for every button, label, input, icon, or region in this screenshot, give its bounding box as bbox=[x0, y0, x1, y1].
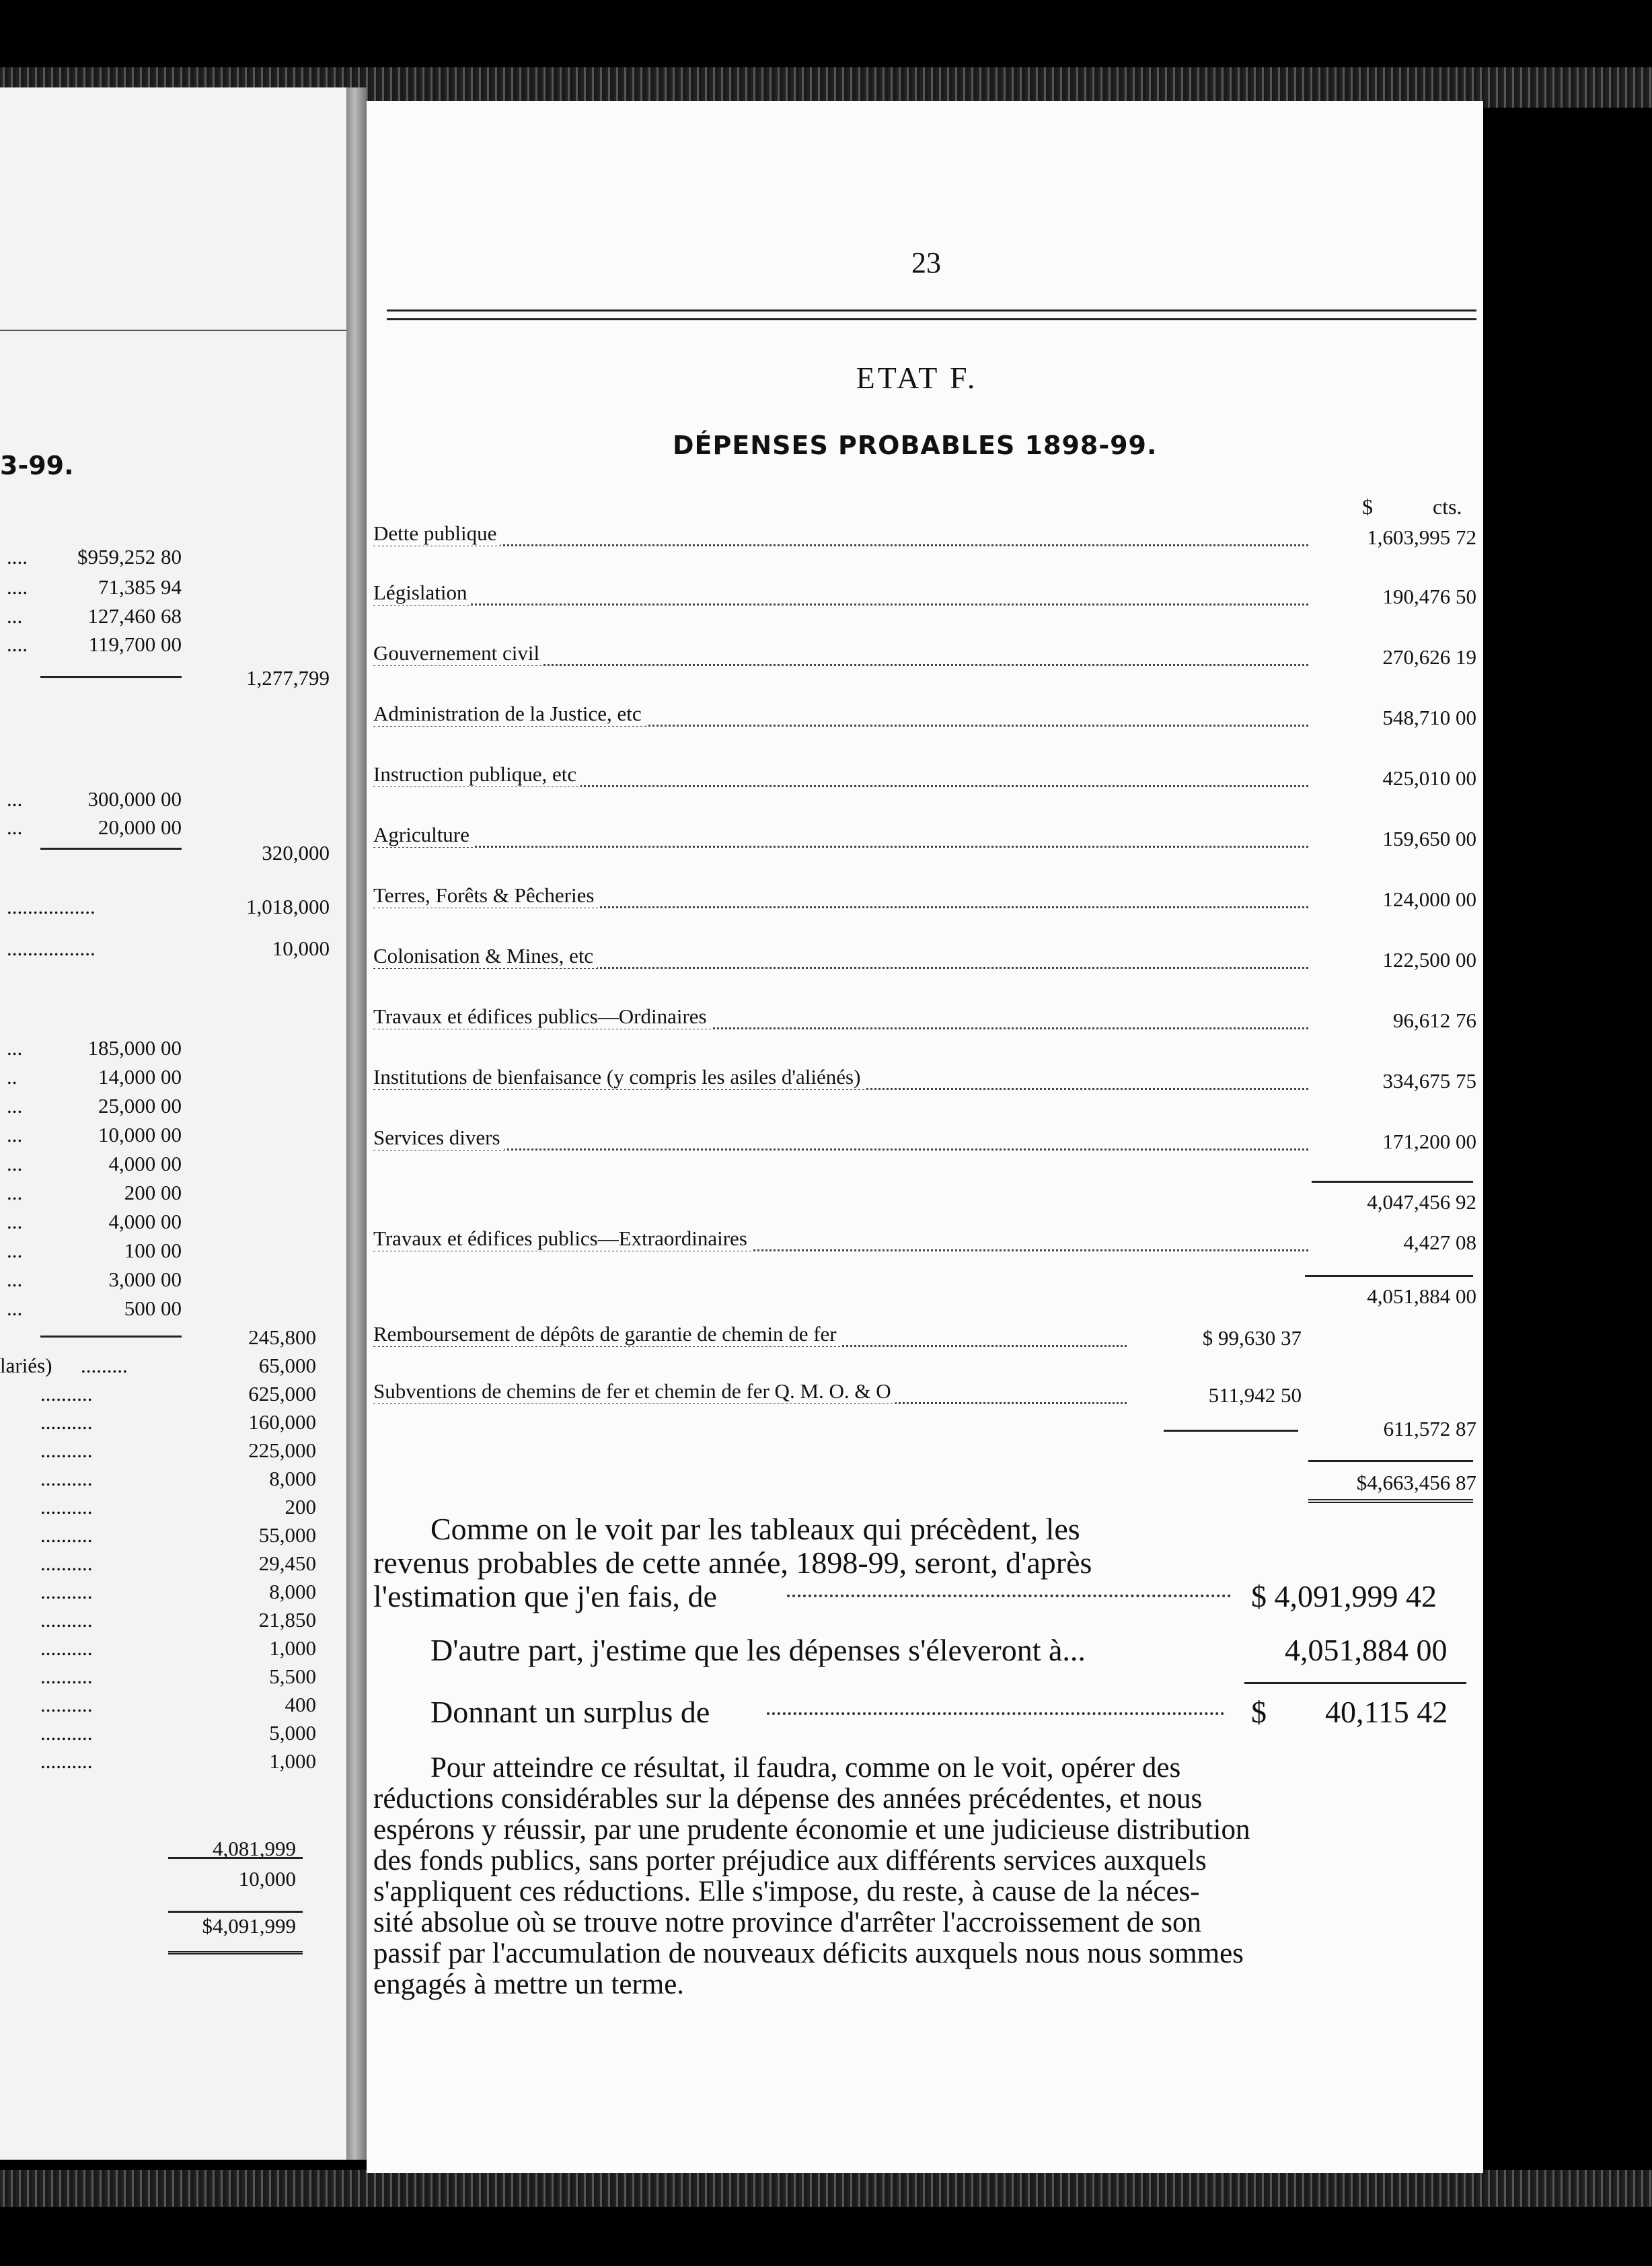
subtotal2-row bbox=[373, 1280, 1476, 1314]
summary-dots-2 bbox=[767, 1712, 1224, 1715]
expense-row: Agriculture 159,650 00 bbox=[373, 823, 1476, 850]
subventions-row: Subventions de chemins de fer et chemin de fer Q. M. O. & O 511,942 50 bbox=[373, 1379, 1302, 1407]
subtotal1: 4,047,456 92 bbox=[1367, 1190, 1476, 1214]
left-total2: 320,000 bbox=[262, 841, 330, 865]
left-single1: 1,018,000 bbox=[246, 895, 330, 918]
summary-surplus-dollar: $ bbox=[1251, 1695, 1267, 1729]
left-rule-5 bbox=[168, 1911, 303, 1913]
expense-row: Législation 190,476 50 bbox=[373, 581, 1476, 608]
expense-row: Administration de la Justice, etc 548,710 00 bbox=[373, 702, 1476, 729]
left-single2: 10,000 bbox=[272, 937, 330, 960]
summary-revenue: $ 4,091,999 42 bbox=[1251, 1579, 1437, 1613]
left-total5: $4,091,999 bbox=[202, 1914, 296, 1938]
scan-border-bottom bbox=[0, 2170, 1652, 2207]
expense-row: Dette publique 1,603,995 72 bbox=[373, 521, 1476, 549]
summary-line2: revenus probables de cette année, 1898-99, seront, d'après bbox=[373, 1545, 1092, 1580]
grand-total-row bbox=[373, 1467, 1476, 1500]
closing-line: engagés à mettre un terme. bbox=[373, 1969, 685, 2000]
closing-line: espérons y réussir, par une prudente économie et une judicieuse distribution bbox=[373, 1814, 1250, 1845]
rule-total bbox=[1308, 1460, 1473, 1462]
closing-line: s'appliquent ces réductions. Elle s'impose, du reste, à cause de la néces- bbox=[373, 1876, 1200, 1907]
page-binding bbox=[346, 87, 367, 2160]
statement-heading: ETAT F. bbox=[856, 361, 978, 395]
subtotal1-row bbox=[373, 1186, 1476, 1220]
closing-line: des fonds publics, sans porter préjudice aux différents services auxquels bbox=[373, 1845, 1207, 1876]
summary-surplus: 40,115 42 bbox=[1325, 1695, 1448, 1729]
expense-row: Services divers 171,200 00 bbox=[373, 1126, 1476, 1153]
closing-line: réductions considérables sur la dépense des années précédentes, et nous bbox=[373, 1783, 1203, 1815]
closing-line: sité absolue où se trouve notre province d'arrêter l'accroissement de son bbox=[373, 1907, 1202, 1938]
left-rule-6 bbox=[168, 1951, 303, 1954]
left-title: 3-99. bbox=[0, 451, 74, 480]
expense-row: Terres, Forêts & Pêcheries 124,000 00 bbox=[373, 883, 1476, 911]
subtotal3-row bbox=[373, 1413, 1476, 1447]
expense-row: Colonisation & Mines, etc 122,500 00 bbox=[373, 944, 1476, 972]
expense-row: Instruction publique, etc 425,010 00 bbox=[373, 762, 1476, 790]
left-rule bbox=[0, 330, 346, 331]
summary-expense: 4,051,884 00 bbox=[1285, 1633, 1448, 1667]
left-total4: 10,000 bbox=[238, 1867, 296, 1891]
grand-total: $4,663,456 87 bbox=[1356, 1471, 1476, 1494]
expense-row: Institutions de bienfaisance (y compris les asiles d'aliénés) 334,675 75 bbox=[373, 1065, 1476, 1093]
rule-surplus bbox=[1244, 1682, 1466, 1684]
page-number: 23 bbox=[911, 246, 941, 279]
summary-expense-text: D'autre part, j'estime que les dépenses s'éleveront à... bbox=[430, 1633, 1086, 1667]
rule-double bbox=[1308, 1499, 1473, 1503]
closing-line: Pour atteindre ce résultat, il faudra, comme on le voit, opérer des bbox=[430, 1752, 1181, 1784]
left-page: 3-99. .... $959,252 80 .... 71,385 94 ... 127,460 68 .... 119,700 00 1,277,799 ... 300,000 00 ... 20,000 00 320,000 ................. 1,018,000 ................. 10,000 ... 185,000 00 .. 14,000 00 ... 25,000 00 ... 10,000 00 ... 4,000 00 ... 200 00 ... 4,000 00 ... 100 00 ... 3,000 00 ... 500 00 245,800 lariés) ......... 65,000 .......... 625,000 .......... 160,000 .......... 225,000 .......... 8,000 .......... 200 .......... 55,000 .......... 29,450 .......... 8,000 .......... 21,850 .......... 1,000 .......... 5,500 .......... 400 .......... 5,000 .......... 1,000 4,081,999 10,000 $4,091,999 bbox=[0, 87, 346, 2160]
rule-subtotal1 bbox=[1312, 1181, 1473, 1183]
summary-dots-1 bbox=[787, 1595, 1231, 1597]
left-total3: 4,081,999 bbox=[213, 1837, 296, 1860]
expense-row: Travaux et édifices publics—Ordinaires 96,612 76 bbox=[373, 1004, 1476, 1032]
left-col2-0: 300,000 00 bbox=[87, 787, 182, 811]
closing-line: passif par l'accumulation de nouveaux déficits auxquels nous nous sommes bbox=[373, 1938, 1244, 1969]
statement-subheading: DÉPENSES PROBABLES 1898-99. bbox=[673, 431, 1158, 460]
summary-line3: l'estimation que j'en fais, de bbox=[373, 1579, 717, 1613]
expense-row: Gouvernement civil 270,626 19 bbox=[373, 641, 1476, 669]
extraordinary-row: Travaux et édifices publics—Extraordinaires 4,427 08 bbox=[373, 1227, 1476, 1254]
summary-surplus-text: Donnant un surplus de bbox=[430, 1695, 710, 1729]
left-col2-1: 20,000 00 bbox=[98, 815, 182, 839]
left-total1: 1,277,799 bbox=[246, 666, 330, 690]
subtotal3: 611,572 87 bbox=[1383, 1417, 1476, 1440]
col-cents: cts. bbox=[1433, 495, 1462, 519]
col-dollars: $ bbox=[1362, 495, 1373, 519]
remboursement-row: Remboursement de dépôts de garantie de chemin de fer $ 99,630 37 bbox=[373, 1322, 1302, 1350]
summary-line1: Comme on le voit par les tableaux qui précèdent, les bbox=[430, 1512, 1080, 1546]
header-rule bbox=[387, 309, 1476, 320]
rule-subtotal2 bbox=[1305, 1275, 1473, 1277]
subtotal2: 4,051,884 00 bbox=[1367, 1284, 1476, 1308]
